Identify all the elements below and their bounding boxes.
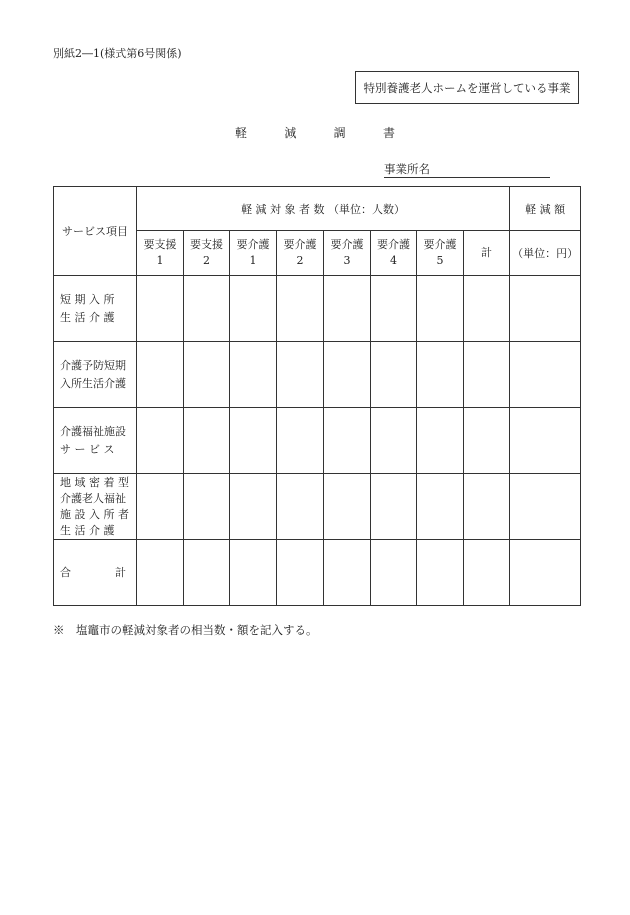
- footnote: ※ 塩竈市の軽減対象者の相当数・額を記入する。: [53, 623, 318, 637]
- table-cell[interactable]: [277, 342, 324, 408]
- table-cell[interactable]: [510, 342, 581, 408]
- column-header: 要介護 5: [417, 231, 464, 276]
- table-cell[interactable]: [417, 408, 464, 474]
- table-cell[interactable]: [324, 474, 371, 540]
- amount-unit-header: （単位：円）: [510, 231, 581, 276]
- reduction-table: [53, 186, 581, 606]
- table-cell[interactable]: [137, 276, 184, 342]
- table-cell[interactable]: [137, 474, 184, 540]
- column-header: 要介護 1: [230, 231, 277, 276]
- table-cell[interactable]: [137, 408, 184, 474]
- table-cell[interactable]: [137, 540, 184, 606]
- service-item-header: サービス項目: [54, 187, 137, 276]
- table-cell[interactable]: [464, 474, 510, 540]
- business-type-text: 特別養護老人ホームを運営している事業: [363, 80, 571, 95]
- title-char: 減: [284, 126, 297, 140]
- table-cell[interactable]: [417, 276, 464, 342]
- table-cell[interactable]: [510, 276, 581, 342]
- table-cell[interactable]: [137, 342, 184, 408]
- table-cell[interactable]: [184, 408, 230, 474]
- table-cell[interactable]: [230, 540, 277, 606]
- title-char: 調: [333, 126, 346, 140]
- table-cell[interactable]: [371, 474, 417, 540]
- column-header-total: 計: [464, 231, 510, 276]
- table-row: [54, 276, 581, 342]
- table-cell[interactable]: [277, 276, 324, 342]
- business-type-box: [355, 71, 579, 104]
- table-cell[interactable]: [277, 408, 324, 474]
- table-cell[interactable]: [464, 540, 510, 606]
- count-header: 軽 減 対 象 者 数 （単位：人数）: [137, 187, 510, 231]
- table-cell[interactable]: [510, 474, 581, 540]
- amount-header: 軽 減 額: [510, 187, 581, 231]
- row-label: 介護予防短期 入所生活介護: [54, 342, 137, 408]
- table-cell[interactable]: [184, 474, 230, 540]
- document-title: [200, 124, 430, 141]
- table-cell[interactable]: [184, 342, 230, 408]
- table-cell[interactable]: [277, 540, 324, 606]
- column-header: 要介護 4: [371, 231, 417, 276]
- row-label: 地 域 密 着 型 介護老人福祉 施 設 入 所 者 生 活 介 護: [54, 474, 137, 540]
- table-row: [54, 474, 581, 540]
- title-char: 書: [382, 126, 395, 140]
- table-cell[interactable]: [417, 342, 464, 408]
- column-header: 要介護 2: [277, 231, 324, 276]
- table-cell[interactable]: [184, 540, 230, 606]
- table-cell[interactable]: [417, 540, 464, 606]
- table-cell[interactable]: [464, 342, 510, 408]
- table-row-total: [54, 540, 581, 606]
- column-header: 要支援 1: [137, 231, 184, 276]
- column-header: 要支援 2: [184, 231, 230, 276]
- table-cell[interactable]: [371, 342, 417, 408]
- table-cell[interactable]: [277, 474, 324, 540]
- table-cell[interactable]: [510, 408, 581, 474]
- title-char: 軽: [235, 126, 248, 140]
- table-cell[interactable]: [464, 276, 510, 342]
- table-row: [54, 342, 581, 408]
- table-cell[interactable]: [230, 474, 277, 540]
- table-cell[interactable]: [184, 276, 230, 342]
- row-label: 短 期 入 所 生 活 介 護: [54, 276, 137, 342]
- column-header: 要介護 3: [324, 231, 371, 276]
- office-name-field[interactable]: [384, 177, 550, 178]
- table-cell[interactable]: [324, 276, 371, 342]
- table-cell[interactable]: [230, 408, 277, 474]
- table-cell[interactable]: [324, 540, 371, 606]
- form-number: 別紙2―1(様式第6号関係): [53, 47, 182, 60]
- table-row: [54, 408, 581, 474]
- row-label-total: 合 計: [54, 540, 137, 606]
- table-cell[interactable]: [324, 408, 371, 474]
- table-cell[interactable]: [371, 276, 417, 342]
- table-cell[interactable]: [371, 408, 417, 474]
- table-cell[interactable]: [324, 342, 371, 408]
- row-label: 介護福祉施設 サ ー ビ ス: [54, 408, 137, 474]
- table-cell[interactable]: [230, 276, 277, 342]
- table-cell[interactable]: [464, 408, 510, 474]
- table-cell[interactable]: [417, 474, 464, 540]
- table-cell[interactable]: [371, 540, 417, 606]
- table-cell[interactable]: [510, 540, 581, 606]
- table-cell[interactable]: [230, 342, 277, 408]
- office-name-label: 事業所名: [384, 162, 430, 176]
